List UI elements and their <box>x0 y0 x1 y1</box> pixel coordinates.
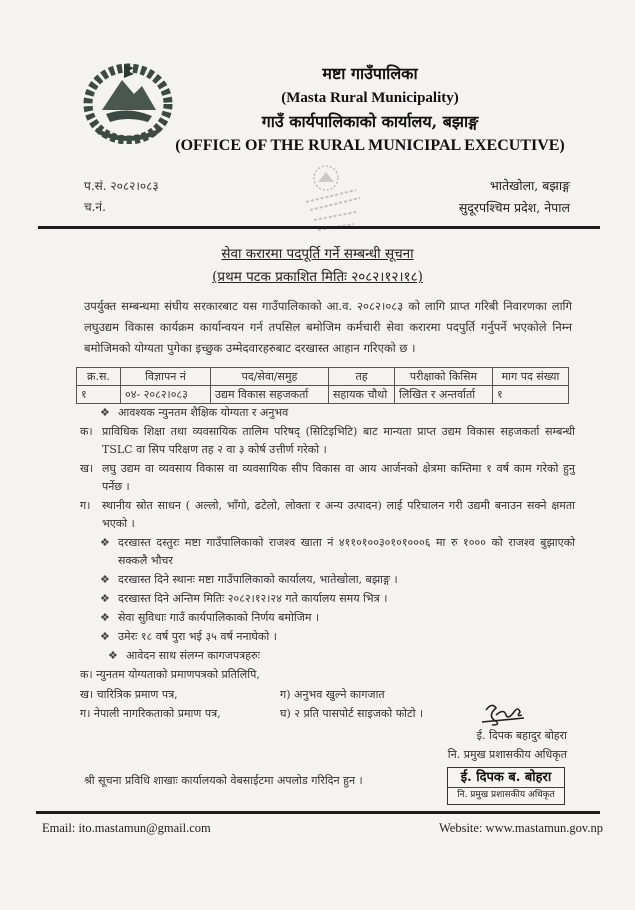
application-fee <box>80 534 575 570</box>
fee-text: दरखास्त दस्तुरः मष्टा गाउँपालिकाको राजश्व खाता नं ४११०१००३०१०१०००६ मा रु १००० को राजश्व <box>118 536 535 549</box>
diamond-bullet-icon: ❖ <box>100 592 110 605</box>
column-header: माग पद संख्या <box>493 368 569 386</box>
it-section-note: श्री सूचना प्रविधि शाखाः कार्यालयको वेबसाईटमा अपलोड गरिदिन हुन । <box>84 774 363 787</box>
item-marker: ख। <box>80 462 94 475</box>
diamond-bullet-icon: ❖ <box>100 406 110 419</box>
attachment-item: ग) अनुभव खुल्ने कागजात <box>280 688 385 701</box>
item-text-continued: गरेको हुनु पर्नेछ । <box>102 462 575 493</box>
diamond-bullet-icon: ❖ <box>108 649 118 662</box>
column-header: तह <box>329 368 395 386</box>
service-facility <box>80 609 575 627</box>
age-requirement <box>80 628 575 646</box>
diamond-bullet-icon: ❖ <box>100 536 110 549</box>
footer-divider <box>36 811 600 814</box>
address-line-1: भातेखोला, बझाङ्ग <box>489 178 570 193</box>
item-marker: क। <box>80 425 93 438</box>
item-text: लघु उद्यम वा व्यवसाय विकास वा व्यवसायिक सीप विकास वा आय आर्जनको क्षेत्रमा कम्तिमा १ वर्ष काम <box>102 462 532 475</box>
fee-text-continued: बुझाएको सक्कलै भौचर <box>118 536 575 567</box>
name-seal <box>447 767 565 805</box>
notice-intro: उपर्युक्त सम्बन्धमा संघीय सरकारबाट यस गाउँपालिकाको आ.व. २०८२।०८३ को लागि प्राप्त गरिबी निवारणका लागि लघुउद्यम विकास कार्यक्रम कार्यान्वयन गर्न तपसिल बमोजिम कर्मचारी सेवा करारमा पदपुर्ति गर्नुपर्ने भएकोले निम्न बमोजिमको योग्यता पुगेका इच्छुक उम्मेदवारहरुबाट दरखास्त आहान गरिएको छ । <box>84 299 572 355</box>
item-text: प्राविधिक शिक्षा तथा व्यवसायिक तालिम परिषद् (सिटिइभिटि) बाट मान्यता प्राप्त उद्यम विकास सहजकर्ता <box>102 425 540 438</box>
table-cell: १ <box>493 386 569 404</box>
table-row <box>77 386 569 404</box>
attachment-item: घ) २ प्रति पासपोर्ट साइजको फोटो । <box>280 707 424 720</box>
qualification-item <box>80 423 575 459</box>
qualification-item <box>80 497 575 533</box>
table-cell: ०४- २०८२।०८३ <box>121 386 211 404</box>
org-name-nepali: मष्टा गाउँपालिका <box>322 64 418 83</box>
table-cell: उद्यम विकास सहजकर्ता <box>211 386 329 404</box>
notice-subtitle: (प्रथम पटक प्रकाशित मितिः २०८२।१२।१८) <box>212 269 423 285</box>
handwritten-signature-icon <box>478 700 528 728</box>
attachment-item: ख। चारित्रिक प्रमाण पत्र, <box>80 688 178 701</box>
attachment-item: ग। नेपाली नागरिकताको प्रमाण पत्र, <box>80 707 221 720</box>
org-name-english: (Masta Rural Municipality) <box>281 90 459 106</box>
diamond-bullet-icon: ❖ <box>100 611 110 624</box>
table-header-row <box>77 368 569 386</box>
signatory-title: नि. प्रमुख प्रशासकीय अधिकृत <box>447 748 567 761</box>
item-marker: ग। <box>80 499 91 512</box>
attachment-item <box>80 666 575 684</box>
attachment-item-text: क। न्युनतम योग्यताको प्रमाणपत्रको प्रतिलिपि, <box>80 668 260 681</box>
seal-title: नि. प्रमुख प्रशासकीय अधिकृत <box>448 787 564 802</box>
signatory-name: ई. दिपक बहादुर बोहरा <box>476 729 567 742</box>
notice-title: सेवा करारमा पदपूर्ति गर्ने सम्बन्धी सूचना <box>221 246 414 262</box>
application-place <box>80 571 575 589</box>
letterhead <box>150 62 590 158</box>
column-header: परीक्षाको किसिम <box>395 368 493 386</box>
vacancy-table <box>76 367 569 404</box>
place-text: दरखास्त दिने स्थानः मष्टा गाउँपालिकाको कार्यालय, भातेखोला, बझाङ्ग । <box>118 573 398 586</box>
column-header: विज्ञापन नं <box>121 368 211 386</box>
age-text: उमेरः १८ वर्ष पुरा भई ३५ वर्ष ननाघेको । <box>118 630 277 643</box>
notice-body <box>80 404 575 723</box>
table-cell: लिखित र अन्तर्वार्ता <box>395 386 493 404</box>
qualification-heading-text: आवश्यक न्युनतम शैक्षिक योग्यता र अनुभव <box>118 406 289 419</box>
attachments-heading-text: आवेदन साथ संलग्न कागजपत्रहरुः <box>126 649 260 662</box>
footer-website: Website: www.mastamun.gov.np <box>438 821 603 835</box>
column-header: क्र.स. <box>77 368 121 386</box>
office-name-english: (OFFICE OF THE RURAL MUNICIPAL EXECUTIVE) <box>175 137 565 154</box>
seal-name: ई. दिपक ब. बोहरा <box>460 770 552 785</box>
qualification-heading <box>80 404 575 422</box>
footer-email: Email: ito.mastamun@gmail.com <box>42 821 211 835</box>
table-cell: सहायक चौथो <box>329 386 395 404</box>
diamond-bullet-icon: ❖ <box>100 573 110 586</box>
dispatch-number: च.नं. <box>84 200 106 214</box>
item-text: स्थानीय स्रोत साधन ( अल्लो, भाँगो, ढटेलो, लोक्ता र अन्य उत्पादन) लाई परिचालन गरी उद्यमी बनाउन सक्ने <box>102 499 547 512</box>
reference-number: प.सं. २०८२।०८३ <box>84 179 159 193</box>
facility-text: सेवा सुविधाः गाउँ कार्यपालिकाको निर्णय बमोजिम । <box>118 611 320 624</box>
office-name-nepali: गाउँ कार्यपालिकाको कार्यालय, बझाङ्ग <box>261 112 479 131</box>
item-text-continued: क्षमता भएको । <box>102 499 575 530</box>
attachments-heading <box>80 647 575 665</box>
address-line-2: सुदूरपश्चिम प्रदेश, नेपाल <box>458 200 570 215</box>
item-text-continued: सम्बन्धी TSLC वा सिप परिक्षण तह २ वा ३ कोर्ष उत्तीर्ण गरेको । <box>102 425 576 456</box>
header-divider <box>38 226 600 229</box>
application-deadline <box>80 590 575 608</box>
deadline-text: दरखास्त दिने अन्तिम मितिः २०८२।१२।२४ गते कार्यालय समय भित्र । <box>118 592 388 605</box>
table-cell: १ <box>77 386 121 404</box>
column-header: पद/सेवा/समुह <box>211 368 329 386</box>
diamond-bullet-icon: ❖ <box>100 630 110 643</box>
qualification-item <box>80 460 575 496</box>
